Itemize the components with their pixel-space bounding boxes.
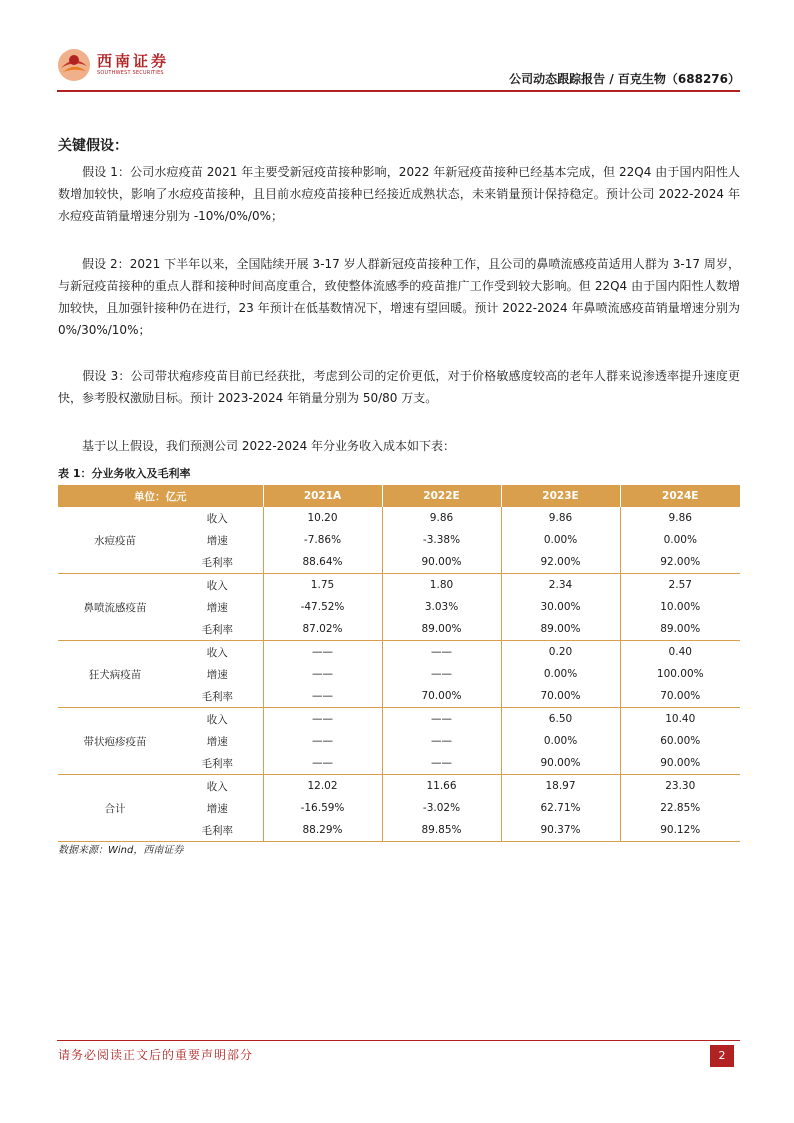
value-cell: 2.57 (620, 574, 740, 597)
header-2021a: 2021A (263, 485, 382, 507)
value-cell: 30.00% (501, 596, 620, 618)
value-cell: 70.00% (501, 685, 620, 708)
value-cell: 62.71% (501, 797, 620, 819)
value-cell: 89.85% (382, 819, 501, 842)
header-2023e: 2023E (501, 485, 620, 507)
table-header-row (58, 485, 740, 507)
value-cell: 12.02 (263, 775, 382, 798)
footer-divider (57, 1040, 740, 1041)
metric-cell: 增速 (206, 534, 228, 547)
page-header (57, 44, 740, 90)
metric-cell: 毛利率 (172, 752, 263, 775)
value-cell: 10.00% (620, 596, 740, 618)
assumption-paragraph-3: 假设 3：公司带状疱疹疫苗目前已经获批，考虑到公司的定价更低，对于价格敏感度较高的老年人群来说渗透率提升速度更快，参考股权激励目标。预计 2023-2024 年销量分别为 50/80 万支。 (58, 369, 740, 405)
table-title: 表 1：分业务收入及毛利率 (58, 467, 191, 480)
value-cell: —— (382, 730, 501, 752)
page-number: 2 (710, 1045, 734, 1067)
metric-cell: 增速 (206, 802, 228, 815)
logo-chinese-name: 西南证券 (97, 52, 170, 70)
value-cell: 23.30 (620, 775, 740, 798)
metric-cell: 收入 (206, 713, 228, 726)
value-cell: 22.85% (620, 797, 740, 819)
value-cell: 89.00% (501, 618, 620, 641)
value-cell: 10.40 (620, 708, 740, 731)
value-cell: 90.12% (620, 819, 740, 842)
logo-english-name: SOUTHWEST SECURITIES (97, 70, 164, 76)
logo-emblem-icon (57, 48, 91, 82)
company-logo (57, 48, 207, 82)
metric-cell: 增速 (206, 735, 228, 748)
value-cell: 90.00% (501, 752, 620, 775)
metric-cell: 收入 (206, 579, 228, 592)
table-row (58, 775, 740, 798)
value-cell: -3.02% (382, 797, 501, 819)
revenue-margin-table (58, 485, 740, 842)
value-cell: 0.00% (501, 730, 620, 752)
assumption-paragraph-2: 假设 2：2021 下半年以来，全国陆续开展 3-17 岁人群新冠疫苗接种工作，且公司的鼻喷流感疫苗适用人群为 3-17 周岁，与新冠疫苗接种的重点人群和接种时间高度重合，致使整体流感季的疫苗推广工作受到较大影响。但 22Q4 由于国内阳性人数增加较快，且加强针接种仍在进行，23 年预计在低基数情况下，增速有望回暖。预计 2022-2024 年鼻喷流感疫苗销量增速分别为 0%/30%/10%； (58, 257, 740, 337)
value-cell: 1.75 (263, 574, 382, 597)
value-cell: —— (382, 663, 501, 685)
metric-cell: 毛利率 (172, 618, 263, 641)
table-row (58, 641, 740, 664)
data-source-note: 数据来源：Wind，西南证券 (58, 845, 184, 856)
table-row (58, 507, 740, 529)
value-cell: 100.00% (620, 663, 740, 685)
metric-cell: 收入 (206, 780, 228, 793)
value-cell: 70.00% (382, 685, 501, 708)
metric-cell: 增速 (206, 601, 228, 614)
value-cell: 0.00% (501, 663, 620, 685)
value-cell: -3.38% (382, 529, 501, 551)
value-cell: 0.20 (501, 641, 620, 664)
value-cell: 60.00% (620, 730, 740, 752)
category-cell: 狂犬病疫苗 (58, 641, 172, 708)
value-cell: 88.29% (263, 819, 382, 842)
value-cell: 88.64% (263, 551, 382, 574)
category-cell: 带状疱疹疫苗 (58, 708, 172, 775)
section-title: 关键假设： (58, 138, 128, 154)
value-cell: 90.00% (382, 551, 501, 574)
value-cell: -47.52% (263, 596, 382, 618)
value-cell: 0.00% (501, 529, 620, 551)
forecast-intro-paragraph: 基于以上假设，我们预测公司 2022-2024 年分业务收入成本如下表： (82, 439, 456, 453)
value-cell: 9.86 (382, 507, 501, 529)
value-cell: 9.86 (501, 507, 620, 529)
value-cell: 90.37% (501, 819, 620, 842)
value-cell: —— (382, 708, 501, 731)
value-cell: —— (263, 663, 382, 685)
footer-disclaimer: 请务必阅读正文后的重要声明部分 (58, 1048, 254, 1062)
value-cell: -7.86% (263, 529, 382, 551)
value-cell: 90.00% (620, 752, 740, 775)
metric-cell: 毛利率 (172, 819, 263, 842)
value-cell: 89.00% (620, 618, 740, 641)
metric-cell: 毛利率 (172, 685, 263, 708)
value-cell: 9.86 (620, 507, 740, 529)
value-cell: 11.66 (382, 775, 501, 798)
header-divider (57, 90, 740, 92)
value-cell: 92.00% (620, 551, 740, 574)
category-cell: 水痘疫苗 (58, 507, 172, 574)
header-unit: 单位：亿元 (58, 485, 263, 507)
table-row (58, 708, 740, 731)
value-cell: 10.20 (263, 507, 382, 529)
value-cell: —— (263, 752, 382, 775)
value-cell: 70.00% (620, 685, 740, 708)
value-cell: 1.80 (382, 574, 501, 597)
assumption-paragraph-1: 假设 1：公司水痘疫苗 2021 年主要受新冠疫苗接种影响，2022 年新冠疫苗接种已经基本完成，但 22Q4 由于国内阳性人数增加较快，影响了水痘疫苗接种，且目前水痘疫苗接种已经接近成熟状态，未来销量预计保持稳定。预计公司 2022-2024 年水痘疫苗销量增速分别为 -10%/0%/0%； (58, 165, 740, 223)
value-cell: 3.03% (382, 596, 501, 618)
category-cell: 合计 (58, 775, 172, 842)
report-header-title: 公司动态跟踪报告 / 百克生物（688276） (509, 72, 740, 86)
value-cell: —— (263, 685, 382, 708)
value-cell: —— (382, 641, 501, 664)
metric-cell: 收入 (206, 512, 228, 525)
value-cell: 18.97 (501, 775, 620, 798)
value-cell: 87.02% (263, 618, 382, 641)
value-cell: —— (263, 708, 382, 731)
value-cell: 0.00% (620, 529, 740, 551)
value-cell: —— (263, 641, 382, 664)
category-cell: 鼻喷流感疫苗 (58, 574, 172, 641)
metric-cell: 增速 (206, 668, 228, 681)
metric-cell: 毛利率 (172, 551, 263, 574)
value-cell: 89.00% (382, 618, 501, 641)
value-cell: 0.40 (620, 641, 740, 664)
value-cell: 6.50 (501, 708, 620, 731)
header-2024e: 2024E (620, 485, 740, 507)
value-cell: —— (382, 752, 501, 775)
metric-cell: 收入 (206, 646, 228, 659)
header-2022e: 2022E (382, 485, 501, 507)
value-cell: —— (263, 730, 382, 752)
value-cell: 92.00% (501, 551, 620, 574)
value-cell: 2.34 (501, 574, 620, 597)
value-cell: -16.59% (263, 797, 382, 819)
table-row (58, 574, 740, 597)
